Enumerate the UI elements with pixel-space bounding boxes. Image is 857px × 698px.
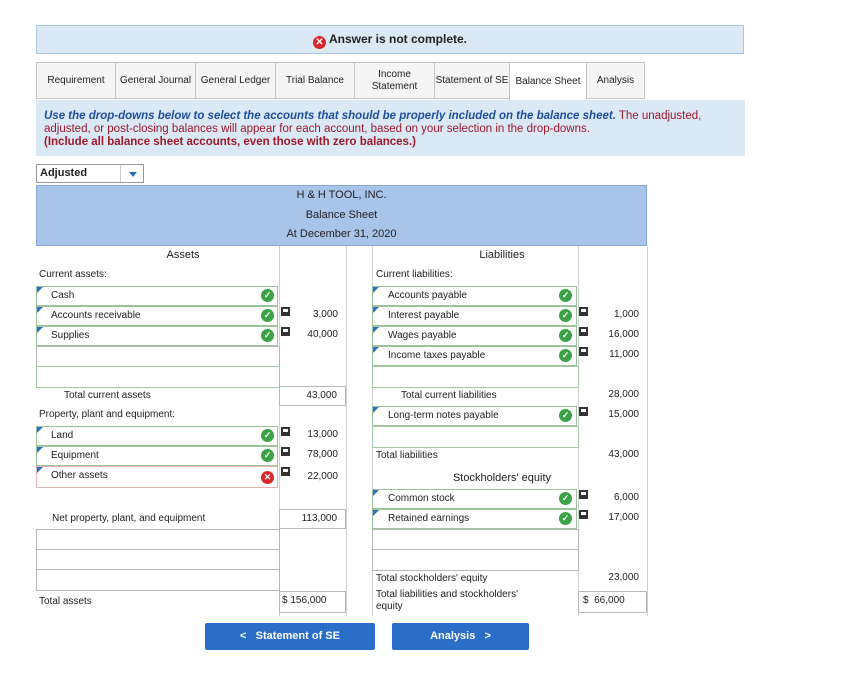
banner-text: Answer is not complete.	[328, 32, 468, 46]
asset-amount: 22,000	[307, 471, 338, 482]
total-assets-amount: $ 156,000	[279, 591, 346, 613]
tab-general-ledger[interactable]: General Ledger	[195, 62, 275, 99]
company-name: H & H TOOL, INC.	[36, 185, 647, 206]
asset-account-select[interactable]: Land	[36, 426, 278, 446]
asset-account-select[interactable]: Supplies	[36, 326, 278, 346]
prev-statement-button[interactable]	[205, 623, 375, 650]
correct-check-icon: ✓	[559, 289, 572, 302]
tab-bar	[36, 62, 645, 100]
instructions-panel	[36, 100, 745, 156]
equity-heading: Stockholders' equity	[452, 472, 552, 484]
correct-check-icon: ✓	[261, 449, 274, 462]
total-liabilities-equity-label: Total liabilities and stockholders' equity	[376, 589, 518, 612]
liability-amount: 16,000	[608, 329, 639, 340]
total-assets-label: Total assets	[39, 596, 92, 607]
correct-check-icon: ✓	[261, 329, 274, 342]
asset-amount: 40,000	[307, 329, 338, 340]
tab-statement-of-se[interactable]: Statement of SE	[434, 62, 509, 99]
asset-amount: 3,000	[312, 309, 338, 320]
equity-amount: 17,000	[608, 512, 639, 523]
liabilities-heading: Liabilities	[479, 249, 525, 261]
net-ppe-label: Net property, plant, and equipment	[52, 513, 206, 524]
instructions-lead: Use the drop-downs below to select the accounts that should be properly included on the balance sheet.	[44, 110, 616, 122]
assets-heading: Assets	[166, 249, 200, 261]
total-liabilities-equity-amount: $ 66,000	[578, 591, 647, 613]
correct-check-icon: ✓	[559, 309, 572, 322]
chevron-left-icon: <	[240, 630, 247, 642]
correct-check-icon: ✓	[559, 409, 572, 422]
asset-account-select[interactable]: Equipment	[36, 446, 278, 466]
equity-account-select-empty[interactable]	[372, 549, 579, 571]
tab-balance-sheet[interactable]: Balance Sheet	[509, 62, 586, 100]
dropdown-arrow-icon	[129, 172, 137, 177]
correct-check-icon: ✓	[261, 309, 274, 322]
liability-account-select-empty[interactable]	[372, 366, 579, 388]
correct-check-icon: ✓	[559, 329, 572, 342]
tab-analysis[interactable]: Analysis	[586, 62, 645, 99]
asset-account-select[interactable]: Accounts receivable	[36, 306, 278, 326]
asset-account-select[interactable]: Cash	[36, 286, 278, 306]
tab-requirement[interactable]: Requirement	[36, 62, 115, 99]
total-equity-label: Total stockholders' equity	[376, 573, 488, 584]
total-liabilities-label: Total liabilities	[376, 450, 438, 461]
total-current-assets-label: Total current assets	[64, 390, 151, 401]
balance-type-dropdown[interactable]	[36, 164, 144, 183]
tab-income-statement[interactable]: Income Statement	[354, 62, 434, 99]
status-banner	[36, 25, 744, 54]
total-liabilities-amount: 43,000	[608, 449, 639, 460]
asset-amount: 13,000	[307, 429, 338, 440]
liability-account-select-empty[interactable]	[372, 426, 579, 448]
tab-general-journal[interactable]: General Journal	[115, 62, 195, 99]
liability-account-select[interactable]: Accounts payable	[372, 286, 577, 306]
liability-amount: 11,000	[609, 349, 639, 360]
equity-account-select[interactable]: Retained earnings	[372, 509, 577, 529]
liability-account-select[interactable]: Long-term notes payable	[372, 406, 577, 426]
prev-label: Statement of SE	[255, 630, 340, 642]
equity-account-select[interactable]: Common stock	[372, 489, 577, 509]
asset-amount	[279, 286, 346, 306]
total-current-assets-amount: 43,000	[279, 386, 346, 406]
liability-amount	[578, 286, 647, 306]
tab-trial-balance[interactable]: Trial Balance	[275, 62, 354, 99]
statement-title: Balance Sheet	[36, 206, 647, 225]
liability-account-select[interactable]: Income taxes payable	[372, 346, 577, 366]
liability-amount: 1,000	[613, 309, 639, 320]
next-analysis-button[interactable]	[392, 623, 529, 650]
asset-account-select-empty[interactable]	[36, 366, 280, 388]
asset-account-select-empty[interactable]	[36, 549, 280, 571]
correct-check-icon: ✓	[261, 289, 274, 302]
current-liabilities-label: Current liabilities:	[376, 269, 453, 280]
total-equity-amount: 23,000	[608, 572, 639, 583]
liability-amount: 15,000	[608, 409, 639, 420]
balance-type-value: Adjusted	[40, 167, 88, 179]
error-x-icon: ✕	[313, 36, 326, 49]
equity-account-select-empty[interactable]	[372, 529, 579, 551]
statement-date: At December 31, 2020	[36, 225, 647, 246]
total-current-liabilities-label: Total current liabilities	[401, 390, 497, 401]
incorrect-x-icon: ✕	[261, 471, 274, 484]
asset-account-select-empty[interactable]	[36, 346, 280, 368]
liability-account-select[interactable]: Interest payable	[372, 306, 577, 326]
asset-amount: 78,000	[307, 449, 338, 460]
asset-account-select[interactable]: Other assets	[36, 466, 278, 488]
net-ppe-amount: 113,000	[279, 509, 346, 529]
correct-check-icon: ✓	[559, 492, 572, 505]
equity-amount: 6,000	[613, 492, 639, 503]
instructions-note: (Include all balance sheet accounts, even those with zero balances.)	[44, 136, 416, 148]
current-assets-label: Current assets:	[39, 269, 107, 280]
instructions-body: The unadjusted, adjusted, or post-closing balances will appear for each account, based on your selection in the drop-downs.	[44, 110, 702, 135]
next-label: Analysis	[430, 630, 476, 642]
correct-check-icon: ✓	[559, 512, 572, 525]
ppe-label: Property, plant and equipment:	[39, 409, 176, 420]
total-current-liabilities-amount: 28,000	[608, 389, 639, 400]
chevron-right-icon: >	[484, 630, 491, 642]
liability-account-select[interactable]: Wages payable	[372, 326, 577, 346]
correct-check-icon: ✓	[261, 429, 274, 442]
asset-account-select-empty[interactable]	[36, 569, 280, 591]
correct-check-icon: ✓	[559, 349, 572, 362]
asset-account-select-empty[interactable]	[36, 529, 280, 551]
